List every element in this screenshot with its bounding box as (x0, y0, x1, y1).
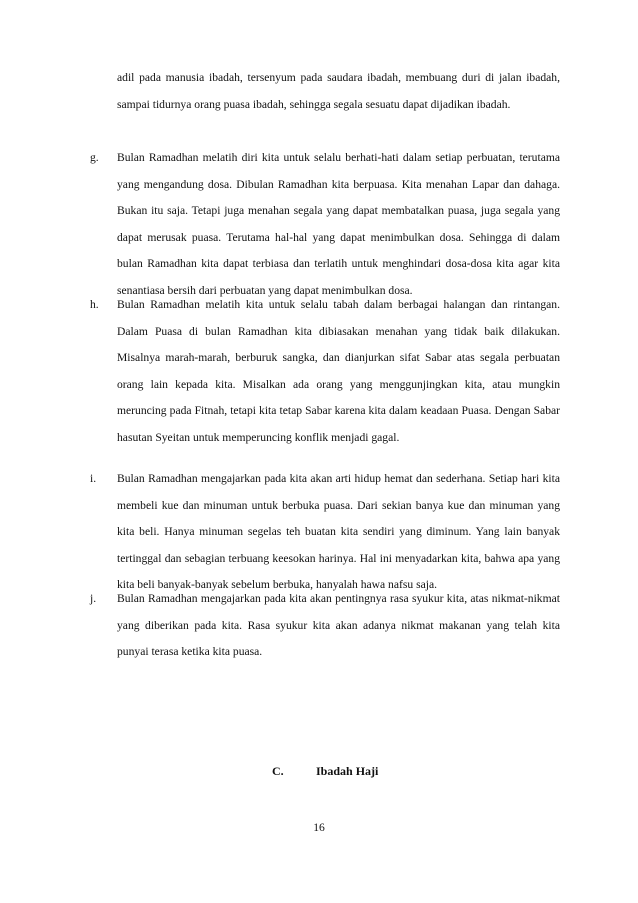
list-marker: g. (90, 151, 99, 164)
list-item-h (90, 292, 560, 451)
list-item-text: Bulan Ramadhan melatih kita untuk selalu tabah dalam berbagai halangan dan rintangan. Dalam Puasa di bulan Ramadhan kita dibiasakan menahan yang tidak baik dilakukan. Misalnya marah-marah, berburuk sangka, dan dianjurkan sifat Sabar atas segala perbuatan orang lain kepada kita. Misalkan ada orang yang menggunjingkan kita, atau mungkin meruncing pada Fitnah, tetapi kita tetap Sabar karena kita dalam keadaan Puasa. Dengan Sabar hasutan Syeitan untuk memperuncing konflik menjadi gagal. (117, 298, 560, 444)
page-number: 16 (313, 821, 325, 834)
list-item-f-continuation (90, 65, 560, 118)
list-item-text: Bulan Ramadhan mengajarkan pada kita akan arti hidup hemat dan sederhana. Setiap hari kita membeli kue dan minuman untuk berbuka puasa. Dari sekian banya kue dan minuman yang kita beli. Hanya minuman segelas teh buatan kita sendiri yang diminum. Yang lain banyak tertinggal dan sebagian terbuang keesokan harinya. Hal ini menyadarkan kita, bahwa apa yang kita beli banyak-banyak sebelum berbuka, hanyalah hawa nafsu saja. (117, 472, 560, 591)
section-title: Ibadah Haji (316, 764, 379, 778)
section-heading (272, 764, 378, 779)
list-marker: i. (90, 472, 97, 485)
list-item-i (90, 466, 560, 599)
section-number: C. (272, 764, 284, 778)
list-item-text: Bulan Ramadhan mengajarkan pada kita akan pentingnya rasa syukur kita, atas nikmat-nikmat yang diberikan pada kita. Rasa syukur kita akan adanya nikmat makanan yang telah kita punyai terasa ketika kita puasa. (117, 592, 560, 658)
list-marker: h. (90, 298, 99, 311)
list-item-j (90, 586, 560, 666)
list-item-text: Bulan Ramadhan melatih diri kita untuk selalu berhati-hati dalam setiap perbuatan, terutama yang mengandung dosa. Dibulan Ramadhan kita berpuasa. Kita menahan Lapar dan dahaga. Bukan itu saja. Tetapi juga menahan segala yang dapat membatalkan puasa, juga segala yang dapat merusak puasa. Terutama hal-hal yang dapat menimbulkan dosa. Sehingga di dalam bulan Ramadhan kita dapat terbiasa dan terlatih untuk menghindari dosa-dosa kita agar kita senantiasa bersih dari perbuatan yang dapat menimbulkan dosa. (117, 151, 560, 297)
list-item-g (90, 145, 560, 304)
list-marker: j. (90, 592, 97, 605)
list-item-text: adil pada manusia ibadah, tersenyum pada saudara ibadah, membuang duri di jalan ibadah, sampai tidurnya orang puasa ibadah, sehingga segala sesuatu dapat dijadikan ibadah. (117, 71, 560, 111)
